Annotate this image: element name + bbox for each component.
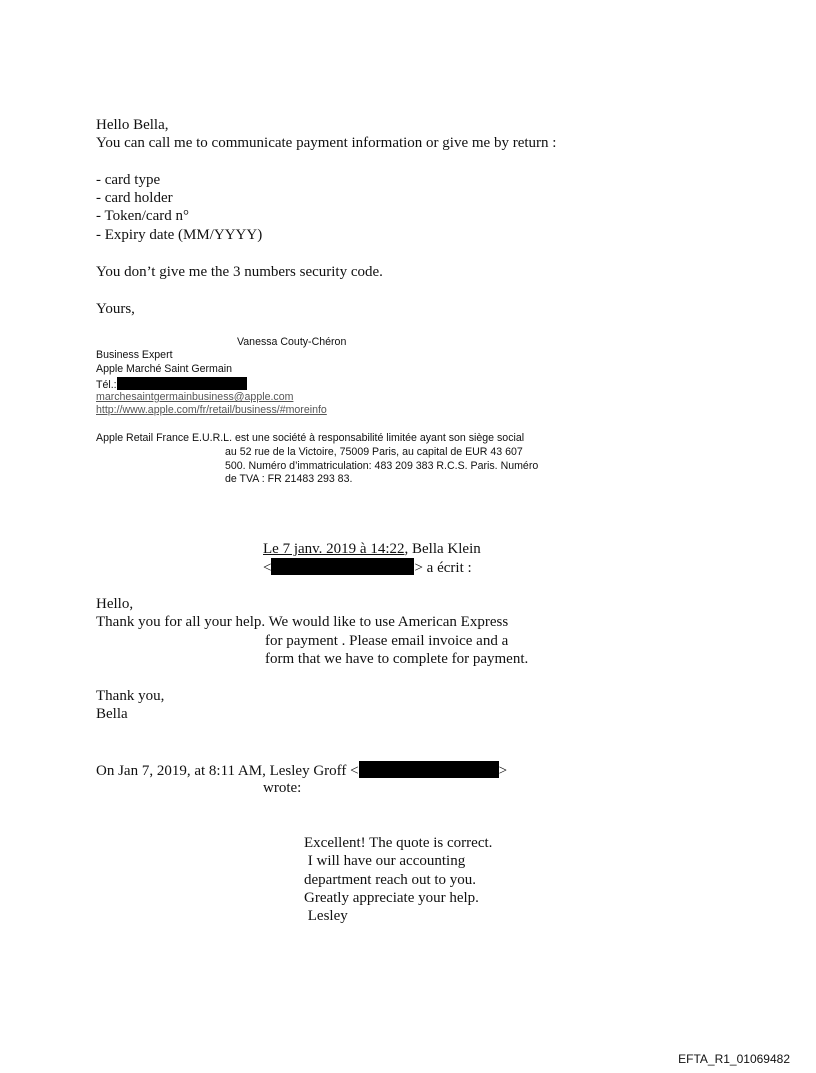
document-id: EFTA_R1_01069482: [678, 1052, 790, 1066]
closing-text: Yours,: [96, 301, 135, 317]
greeting-text: Hello Bella,: [96, 117, 169, 133]
quote1-header: [263, 540, 481, 558]
quote2-header: [96, 761, 507, 780]
redaction-bar: [271, 558, 414, 575]
signature-url-link[interactable]: http://www.apple.com/fr/retail/business/#moreinfo: [96, 404, 327, 416]
quote1-header-address: [263, 558, 472, 577]
list-item-expiry: - Expiry date (MM/YYYY): [96, 227, 263, 243]
quote2-wrote: wrote:: [263, 780, 302, 796]
intro-text: You can call me to communicate payment information or give me by return :: [96, 135, 557, 151]
redaction-bar: [117, 377, 247, 390]
quote1-line-1: Thank you for all your help. We would like to use American Express: [96, 614, 509, 630]
quote1-greeting: Hello,: [96, 596, 134, 612]
quote2-line-2: I will have our accounting: [304, 853, 466, 869]
signature-name: Vanessa Couty-Chéron: [237, 336, 347, 348]
quote1-open-bracket: <: [263, 560, 272, 576]
quote1-thanks: Thank you,: [96, 688, 165, 704]
redaction-bar: [359, 761, 499, 778]
legal-line-1: Apple Retail France E.U.R.L. est une société à responsabilité limitée ayant son siège social: [96, 432, 525, 444]
tel-label: Tél.:: [96, 379, 117, 391]
quote1-signoff: Bella: [96, 706, 128, 722]
signature-title: Business Expert: [96, 349, 173, 361]
quote2-close-bracket: >: [498, 763, 508, 779]
security-note: You don’t give me the 3 numbers security code.: [96, 264, 383, 280]
quote2-line-5: Lesley: [304, 908, 348, 924]
quote2-line-1: Excellent! The quote is correct.: [304, 835, 493, 851]
quote1-line-2: for payment . Please email invoice and a: [265, 633, 509, 649]
list-item-card-type: - card type: [96, 172, 161, 188]
legal-line-3: 500. Numéro d’immatriculation: 483 209 383 R.C.S. Paris. Numéro: [225, 460, 539, 472]
quote1-wrote: > a écrit :: [414, 560, 472, 576]
signature-email-link[interactable]: marchesaintgermainbusiness@apple.com: [96, 391, 294, 403]
quote1-sender: , Bella Klein: [404, 541, 481, 557]
signature-store: Apple Marché Saint Germain: [96, 363, 233, 375]
quote2-line-4: Greatly appreciate your help.: [304, 890, 479, 906]
quote1-line-3: form that we have to complete for payment.: [265, 651, 529, 667]
quote1-date: Le 7 janv. 2019 à 14:22: [263, 541, 405, 557]
list-item-token: - Token/card n°: [96, 208, 189, 224]
quote2-header-text: On Jan 7, 2019, at 8:11 AM, Lesley Groff <: [96, 763, 359, 779]
legal-line-4: de TVA : FR 21483 293 83.: [225, 473, 353, 485]
legal-line-2: au 52 rue de la Victoire, 75009 Paris, au capital de EUR 43 607: [225, 446, 523, 458]
quote2-line-3: department reach out to you.: [304, 872, 477, 888]
list-item-card-holder: - card holder: [96, 190, 173, 206]
